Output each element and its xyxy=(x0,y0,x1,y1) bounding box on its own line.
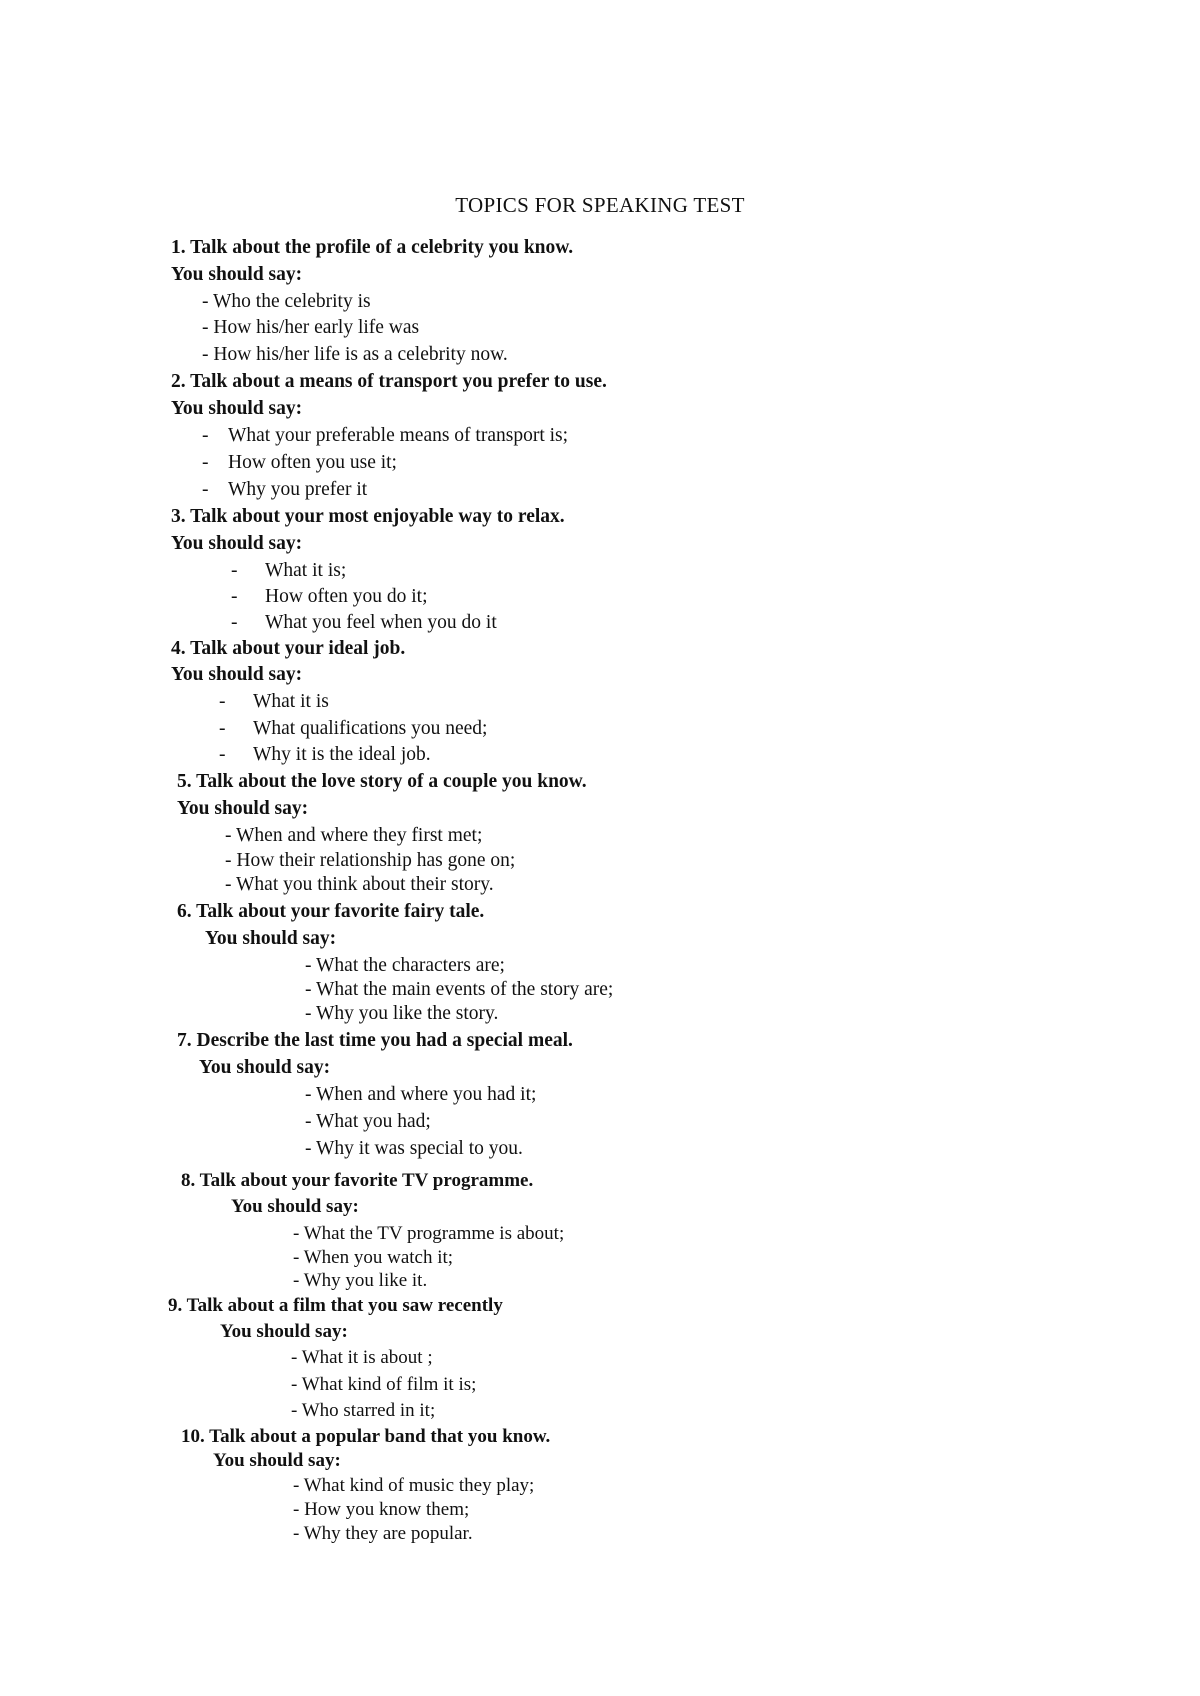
topic-bullet: - What your preferable means of transport is; xyxy=(202,425,569,446)
topic-heading: 7. Describe the last time you had a special meal. xyxy=(177,1030,573,1051)
topic-bullet: - What it is about ; xyxy=(291,1347,433,1368)
topic-bullet: - Why you like it. xyxy=(293,1270,428,1291)
you-should-say-label: You should say: xyxy=(213,1450,341,1471)
topic-bullet: - Why it is the ideal job. xyxy=(219,744,431,765)
topic-bullet: - What qualifications you need; xyxy=(219,718,488,739)
document-title: TOPICS FOR SPEAKING TEST xyxy=(455,193,745,217)
topic-bullet: - What you feel when you do it xyxy=(231,612,497,633)
topic-bullet: - When and where you had it; xyxy=(305,1084,537,1105)
topic-bullet: - How his/her life is as a celebrity now. xyxy=(202,344,508,365)
topic-bullet: - When and where they first met; xyxy=(225,825,483,846)
topic-bullet: - Who starred in it; xyxy=(291,1400,436,1421)
topic-heading: 8. Talk about your favorite TV programme. xyxy=(181,1170,534,1191)
topic-bullet: - How often you use it; xyxy=(202,452,397,473)
you-should-say-label: You should say: xyxy=(205,928,337,949)
topic-bullet: - What it is; xyxy=(231,560,347,581)
topic-bullet: - What the TV programme is about; xyxy=(293,1223,565,1244)
topic-bullet: - Why they are popular. xyxy=(293,1523,473,1544)
topic-bullet: - What it is xyxy=(219,691,329,712)
topic-bullet: - Why you prefer it xyxy=(202,479,368,500)
topic-bullet: - What you think about their story. xyxy=(225,874,494,895)
topic-heading: 4. Talk about your ideal job. xyxy=(171,638,406,659)
topic-bullet: - Who the celebrity is xyxy=(202,291,371,312)
topic-bullet: - How his/her early life was xyxy=(202,317,420,338)
topic-bullet: - How you know them; xyxy=(293,1499,470,1520)
topic-heading: 2. Talk about a means of transport you prefer to use. xyxy=(171,371,607,392)
topic-bullet: - What kind of film it is; xyxy=(291,1374,477,1395)
topic-heading: 3. Talk about your most enjoyable way to relax. xyxy=(171,506,565,527)
you-should-say-label: You should say: xyxy=(231,1196,359,1217)
topic-bullet: - Why it was special to you. xyxy=(305,1138,523,1159)
topic-bullet: - How often you do it; xyxy=(231,586,428,607)
topic-bullet: - Why you like the story. xyxy=(305,1003,499,1024)
topic-bullet: - What the main events of the story are; xyxy=(305,979,614,1000)
you-should-say-label: You should say: xyxy=(171,664,303,685)
topic-bullet: - When you watch it; xyxy=(293,1247,454,1268)
you-should-say-label: You should say: xyxy=(171,533,303,554)
topic-heading: 6. Talk about your favorite fairy tale. xyxy=(177,901,485,922)
topic-heading: 5. Talk about the love story of a couple you know. xyxy=(177,771,587,792)
you-should-say-label: You should say: xyxy=(220,1321,348,1342)
topic-heading: 9. Talk about a film that you saw recently xyxy=(168,1295,503,1316)
topic-bullet: - What you had; xyxy=(305,1111,431,1132)
topic-bullet: - How their relationship has gone on; xyxy=(225,850,516,871)
you-should-say-label: You should say: xyxy=(177,798,309,819)
topic-heading: 1. Talk about the profile of a celebrity you know. xyxy=(171,237,574,258)
you-should-say-label: You should say: xyxy=(199,1057,331,1078)
topic-heading: 10. Talk about a popular band that you know. xyxy=(181,1426,551,1447)
topic-bullet: - What the characters are; xyxy=(305,955,505,976)
topic-bullet: - What kind of music they play; xyxy=(293,1475,535,1496)
you-should-say-label: You should say: xyxy=(171,398,303,419)
you-should-say-label: You should say: xyxy=(171,264,303,285)
